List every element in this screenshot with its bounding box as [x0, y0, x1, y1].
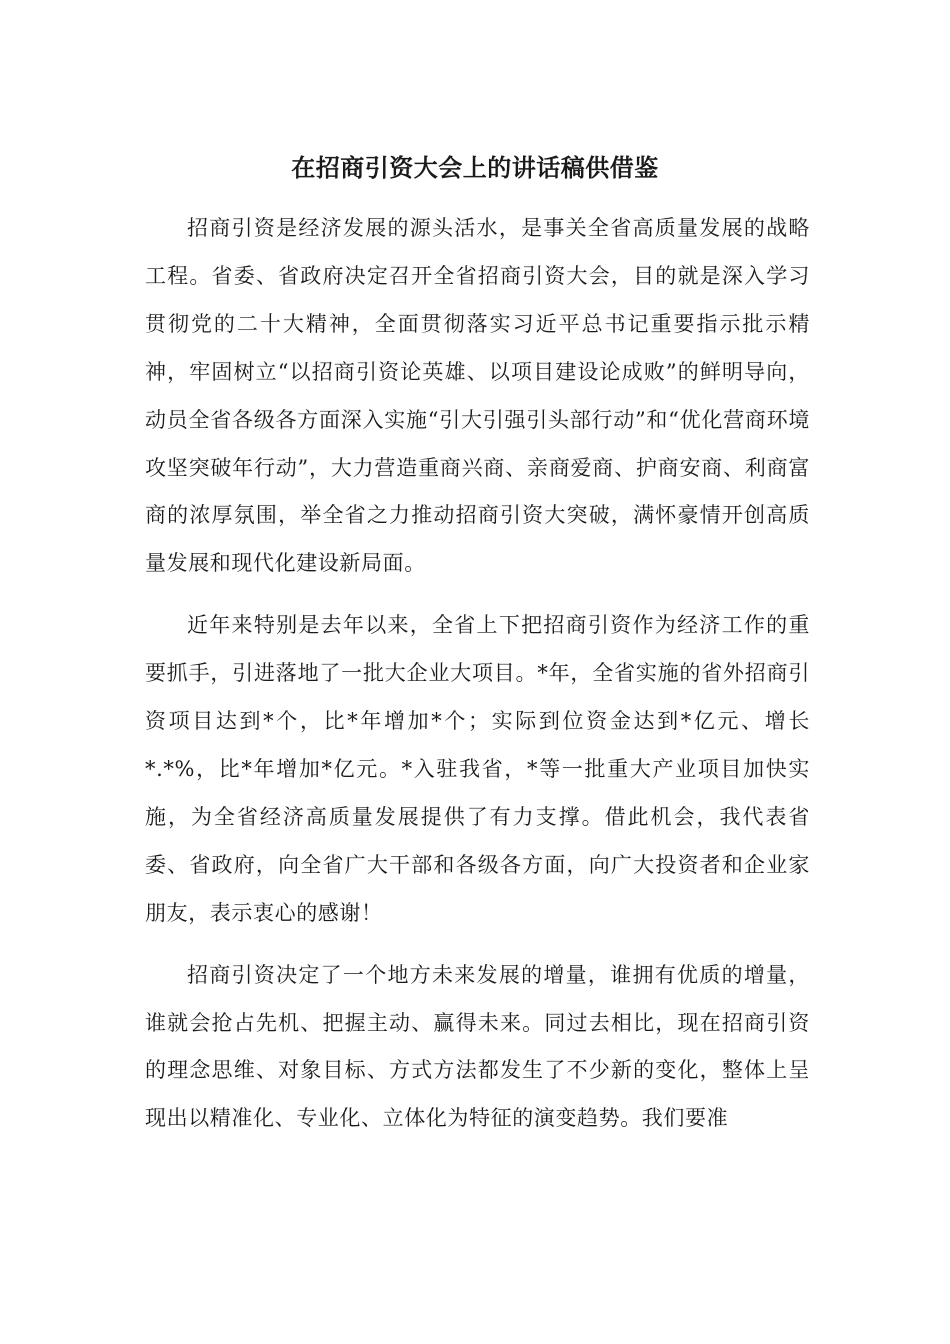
- document-title: 在招商引资大会上的讲话稿供借鉴: [291, 154, 659, 182]
- paragraph-3: 招商引资决定了一个地方未来发展的增量，谁拥有优质的增量，谁就会抢占先机、把握主动、赢得未来。同过去相比，现在招商引资的理念思维、对象目标、方式方法都发生了不少新的变化，整体上呈现出以精准化、专业化、立体化为特征的演变趋势。我们要准: [145, 962, 810, 1131]
- paragraph-1: 招商引资是经济发展的源头活水，是事关全省高质量发展的战略工程。省委、省政府决定召开全省招商引资大会，目的就是深入学习贯彻党的二十大精神，全面贯彻落实习近平总书记重要指示批示精神，牢固树立“以招商引资论英雄、以项目建设论成败”的鲜明导向，动员全省各级各方面深入实施“引大引强引头部行动”和“优化营商环境攻坚突破年行动”，大力营造重商兴商、亲商爱商、护商安商、利商富商的浓厚氛围，举全省之力推动招商引资大突破，满怀豪情开创高质量发展和现代化建设新局面。: [145, 216, 810, 576]
- document-body: [145, 205, 810, 1157]
- paragraph-2: 近年来特别是去年以来，全省上下把招商引资作为经济工作的重要抓手，引进落地了一批大企业大项目。*年，全省实施的省外招商引资项目达到*个，比*年增加*个；实际到位资金达到*亿元、增长*.*%，比*年增加*亿元。*入驻我省，*等一批重大产业项目加快实施，为全省经济高质量发展提供了有力支撑。借此机会，我代表省委、省政府，向全省广大干部和各级各方面，向广大投资者和企业家朋友，表示衷心的感谢！: [145, 613, 810, 925]
